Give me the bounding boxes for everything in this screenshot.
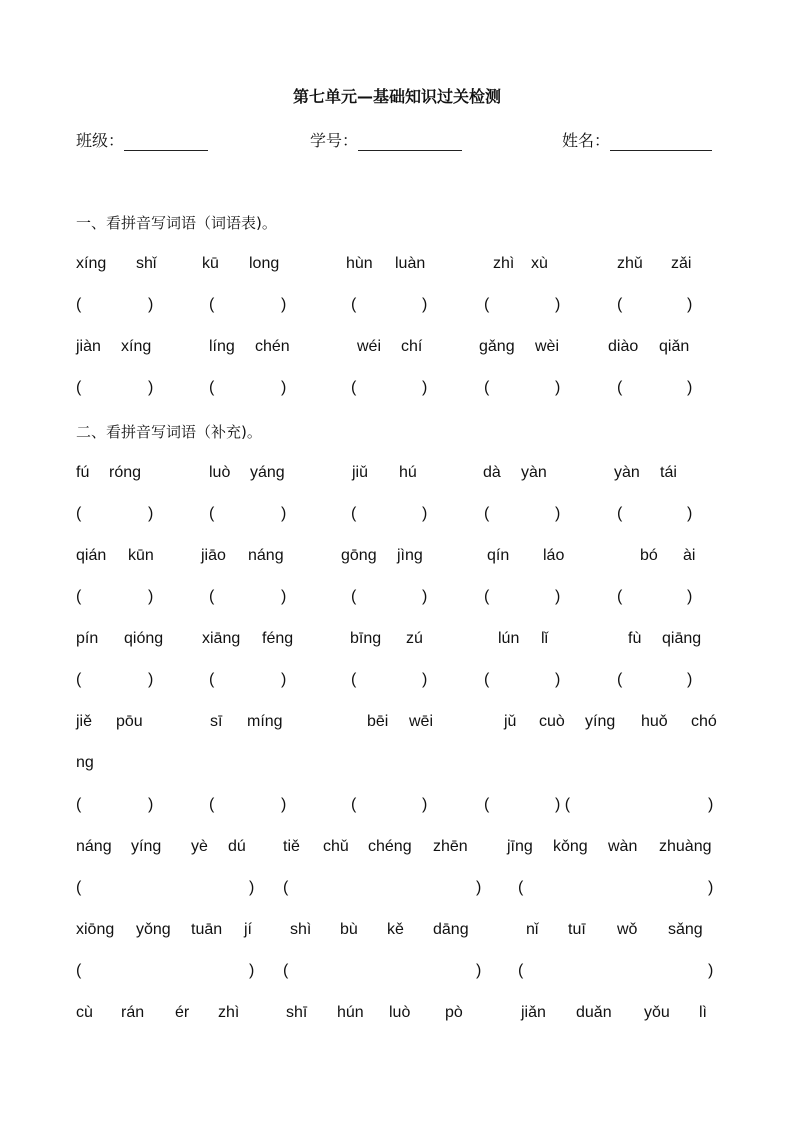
answer-paren[interactable]: )	[148, 588, 154, 605]
pinyin-syllable: jīng	[507, 838, 533, 855]
answer-paren[interactable]: (	[76, 296, 82, 313]
answer-paren[interactable]: )	[281, 796, 287, 813]
answer-paren[interactable]: (	[617, 379, 623, 396]
pinyin-syllable: kūn	[128, 547, 154, 564]
pinyin-syllable: yíng	[585, 713, 616, 730]
pinyin-syllable: bīng	[350, 630, 382, 647]
pinyin-syllable: jiě	[76, 713, 93, 730]
answer-paren[interactable]: )	[148, 296, 154, 313]
answer-paren[interactable]: (	[351, 379, 357, 396]
pinyin-row	[0, 838, 794, 860]
pinyin-syllable: qián	[76, 547, 107, 564]
answer-paren[interactable]: (	[518, 879, 524, 896]
pinyin-syllable: bó	[640, 547, 658, 564]
pinyin-syllable: xíng	[76, 255, 107, 272]
answer-paren[interactable]: (	[484, 505, 490, 522]
answer-paren[interactable]: (	[617, 505, 623, 522]
pinyin-syllable: diào	[608, 338, 639, 355]
pinyin-syllable: náng	[248, 547, 284, 564]
pinyin-syllable: líng	[209, 338, 235, 355]
pinyin-syllable: pōu	[116, 713, 143, 730]
pinyin-syllable: ér	[175, 1004, 190, 1021]
pinyin-syllable: gǎng	[479, 338, 515, 355]
pinyin-syllable: shǐ	[136, 255, 157, 272]
answer-paren[interactable]: )	[281, 296, 287, 313]
pinyin-syllable: náng	[76, 838, 112, 855]
answer-paren[interactable]: )	[555, 671, 561, 688]
answer-paren[interactable]: (	[209, 505, 215, 522]
pinyin-syllable: jí	[244, 921, 252, 938]
pinyin-syllable: wēi	[409, 713, 434, 730]
pinyin-syllable: ài	[683, 547, 696, 564]
answer-paren[interactable]: (	[76, 671, 82, 688]
pinyin-syllable: long	[249, 255, 280, 272]
pinyin-syllable: sī	[210, 713, 223, 730]
answer-paren[interactable]: (	[518, 962, 524, 979]
name-label: 姓名：	[562, 131, 611, 150]
pinyin-syllable: zhuàng	[659, 838, 712, 855]
pinyin-row	[0, 464, 794, 486]
section2-heading: 二、看拼音写词语（补充)。	[76, 423, 262, 441]
answer-paren[interactable]: (	[484, 296, 490, 313]
pinyin-syllable: nǐ	[526, 921, 539, 938]
pinyin-syllable: dà	[483, 464, 501, 481]
pinyin-syllable: jiàn	[76, 338, 101, 355]
pinyin-syllable: yè	[191, 838, 208, 855]
answer-paren[interactable]: (	[283, 962, 289, 979]
pinyin-syllable: wàn	[608, 838, 638, 855]
pinyin-syllable: qiǎn	[659, 338, 690, 355]
answer-paren[interactable]: (	[76, 879, 82, 896]
class-field	[76, 128, 208, 151]
answer-paren[interactable]: )	[148, 671, 154, 688]
answer-paren[interactable]: (	[209, 588, 215, 605]
pinyin-syllable: wèi	[535, 338, 560, 355]
answer-paren[interactable]: (	[76, 588, 82, 605]
answer-paren[interactable]: (	[209, 671, 215, 688]
answer-paren[interactable]: )	[249, 879, 255, 896]
pinyin-syllable: róng	[109, 464, 142, 481]
answer-paren[interactable]: (	[209, 796, 215, 813]
pinyin-syllable: qiāng	[662, 630, 702, 647]
answer-paren[interactable]: )	[708, 962, 714, 979]
pinyin-syllable: láo	[543, 547, 565, 564]
answer-paren[interactable]: (	[484, 588, 490, 605]
pinyin-syllable: pò	[445, 1004, 463, 1021]
class-blank[interactable]	[124, 132, 208, 151]
pinyin-syllable: luàn	[395, 255, 426, 272]
pinyin-syllable: kū	[202, 255, 219, 272]
pinyin-syllable: bù	[340, 921, 358, 938]
answer-paren[interactable]: (	[617, 588, 623, 605]
pinyin-syllable: lǐ	[541, 630, 549, 647]
pinyin-syllable: hú	[399, 464, 417, 481]
answer-paren[interactable]: )	[422, 796, 428, 813]
pinyin-syllable: wǒ	[617, 921, 638, 938]
pinyin-syllable: yáng	[250, 464, 285, 481]
answer-paren[interactable]: )	[249, 962, 255, 979]
pinyin-syllable: zhì	[218, 1004, 240, 1021]
pinyin-syllable: shì	[290, 921, 312, 938]
pinyin-syllable: xiāng	[202, 630, 241, 647]
answer-paren[interactable]: )	[422, 379, 428, 396]
answer-paren[interactable]: (	[351, 588, 357, 605]
answer-paren[interactable]: )	[476, 879, 482, 896]
answer-paren[interactable]: (	[283, 879, 289, 896]
pinyin-syllable: zhì	[493, 255, 515, 272]
answer-paren[interactable]: )	[476, 962, 482, 979]
pinyin-syllable: pín	[76, 630, 99, 647]
pinyin-syllable: qín	[487, 547, 510, 564]
pinyin-syllable: dú	[228, 838, 246, 855]
number-label: 学号：	[310, 131, 359, 150]
answer-paren[interactable]: )	[422, 505, 428, 522]
answer-paren[interactable]: (	[484, 671, 490, 688]
pinyin-syllable: jiǔ	[352, 464, 369, 481]
pinyin-syllable: lì	[699, 1004, 707, 1021]
pinyin-syllable: fú	[76, 464, 90, 481]
answer-paren[interactable]: )	[687, 671, 693, 688]
pinyin-syllable: fù	[628, 630, 642, 647]
pinyin-syllable: hún	[337, 1004, 364, 1021]
pinyin-syllable: luò	[389, 1004, 411, 1021]
pinyin-syllable: yǒng	[136, 921, 171, 938]
class-label: 班级：	[76, 131, 125, 150]
answer-paren[interactable]: )	[422, 588, 428, 605]
answer-paren[interactable]: (	[76, 962, 82, 979]
answer-paren[interactable]: (	[76, 796, 82, 813]
pinyin-syllable: xíng	[121, 338, 152, 355]
pinyin-syllable: xiōng	[76, 921, 115, 938]
pinyin-syllable: tuī	[568, 921, 586, 938]
answer-paren[interactable]: )	[148, 505, 154, 522]
pinyin-syllable: huǒ	[641, 713, 668, 730]
pinyin-syllable: kě	[387, 921, 404, 938]
answer-paren[interactable]: )	[281, 671, 287, 688]
answer-paren[interactable]: )	[422, 671, 428, 688]
answer-paren[interactable]: ) (	[555, 796, 571, 813]
pinyin-syllable: zhǔ	[617, 255, 643, 272]
pinyin-syllable: luò	[209, 464, 231, 481]
answer-paren[interactable]: )	[687, 505, 693, 522]
name-field	[562, 128, 712, 151]
answer-paren[interactable]: (	[617, 671, 623, 688]
pinyin-syllable: duǎn	[576, 1004, 612, 1021]
pinyin-syllable: jiǎn	[521, 1004, 546, 1021]
pinyin-syllable: jǔ	[504, 713, 517, 730]
pinyin-syllable: cuò	[539, 713, 565, 730]
pinyin-syllable: jìng	[397, 547, 423, 564]
answer-paren[interactable]: )	[687, 296, 693, 313]
name-blank[interactable]	[610, 132, 712, 151]
answer-paren[interactable]: )	[555, 379, 561, 396]
pinyin-syllable: zhēn	[433, 838, 468, 855]
answer-paren[interactable]: (	[209, 379, 215, 396]
pinyin-row	[0, 754, 794, 776]
answer-paren[interactable]: (	[484, 796, 490, 813]
pinyin-syllable: chí	[401, 338, 423, 355]
pinyin-syllable: gōng	[341, 547, 377, 564]
answer-paren[interactable]: )	[148, 796, 154, 813]
pinyin-syllable: bēi	[367, 713, 389, 730]
pinyin-syllable: tuān	[191, 921, 223, 938]
answer-paren[interactable]: )	[422, 296, 428, 313]
pinyin-row	[0, 630, 794, 652]
pinyin-syllable: qióng	[124, 630, 164, 647]
answer-paren[interactable]: (	[351, 671, 357, 688]
pinyin-syllable: ng	[76, 754, 94, 771]
pinyin-syllable: zǎi	[671, 255, 692, 272]
answer-paren[interactable]: )	[281, 588, 287, 605]
pinyin-syllable: rán	[121, 1004, 145, 1021]
answer-paren[interactable]: )	[281, 505, 287, 522]
pinyin-syllable: míng	[247, 713, 283, 730]
pinyin-syllable: tiě	[283, 838, 300, 855]
answer-paren[interactable]: )	[708, 796, 714, 813]
answer-paren[interactable]: )	[708, 879, 714, 896]
answer-paren[interactable]: )	[687, 379, 693, 396]
pinyin-syllable: dāng	[433, 921, 469, 938]
pinyin-syllable: féng	[262, 630, 294, 647]
pinyin-syllable: jiāo	[201, 547, 226, 564]
pinyin-syllable: cù	[76, 1004, 93, 1021]
pinyin-syllable: wéi	[357, 338, 382, 355]
pinyin-syllable: chéng	[368, 838, 412, 855]
number-field	[310, 128, 462, 151]
pinyin-syllable: shī	[286, 1004, 308, 1021]
pinyin-syllable: chó	[691, 713, 717, 730]
pinyin-row	[0, 547, 794, 569]
answer-paren[interactable]: (	[351, 796, 357, 813]
pinyin-syllable: chén	[255, 338, 290, 355]
answer-paren[interactable]: (	[617, 296, 623, 313]
pinyin-syllable: zú	[406, 630, 423, 647]
pinyin-syllable: yàn	[521, 464, 547, 481]
answer-paren[interactable]: (	[76, 379, 82, 396]
pinyin-row	[0, 255, 794, 277]
answer-paren[interactable]: )	[148, 379, 154, 396]
answer-paren[interactable]: (	[351, 505, 357, 522]
pinyin-row	[0, 713, 794, 735]
answer-paren[interactable]: (	[76, 505, 82, 522]
pinyin-syllable: yǒu	[644, 1004, 670, 1021]
answer-paren[interactable]: )	[555, 296, 561, 313]
answer-paren[interactable]: )	[555, 588, 561, 605]
answer-paren[interactable]: (	[209, 296, 215, 313]
answer-paren[interactable]: )	[281, 379, 287, 396]
pinyin-syllable: yàn	[614, 464, 640, 481]
answer-paren[interactable]: (	[351, 296, 357, 313]
pinyin-syllable: sǎng	[668, 921, 703, 938]
answer-paren[interactable]: )	[687, 588, 693, 605]
pinyin-syllable: xù	[531, 255, 548, 272]
pinyin-syllable: lún	[498, 630, 520, 647]
number-blank[interactable]	[358, 132, 462, 151]
page-title: 第七单元—基础知识过关检测	[292, 87, 501, 106]
pinyin-syllable: tái	[660, 464, 677, 481]
pinyin-syllable: chǔ	[323, 838, 349, 855]
pinyin-syllable: hùn	[346, 255, 373, 272]
answer-paren[interactable]: )	[555, 505, 561, 522]
pinyin-syllable: yíng	[131, 838, 162, 855]
pinyin-row	[0, 1004, 794, 1026]
section1-heading: 一、看拼音写词语（词语表)。	[76, 214, 277, 232]
pinyin-row	[0, 921, 794, 943]
answer-paren[interactable]: (	[484, 379, 490, 396]
pinyin-syllable: kǒng	[553, 838, 588, 855]
pinyin-row	[0, 338, 794, 360]
